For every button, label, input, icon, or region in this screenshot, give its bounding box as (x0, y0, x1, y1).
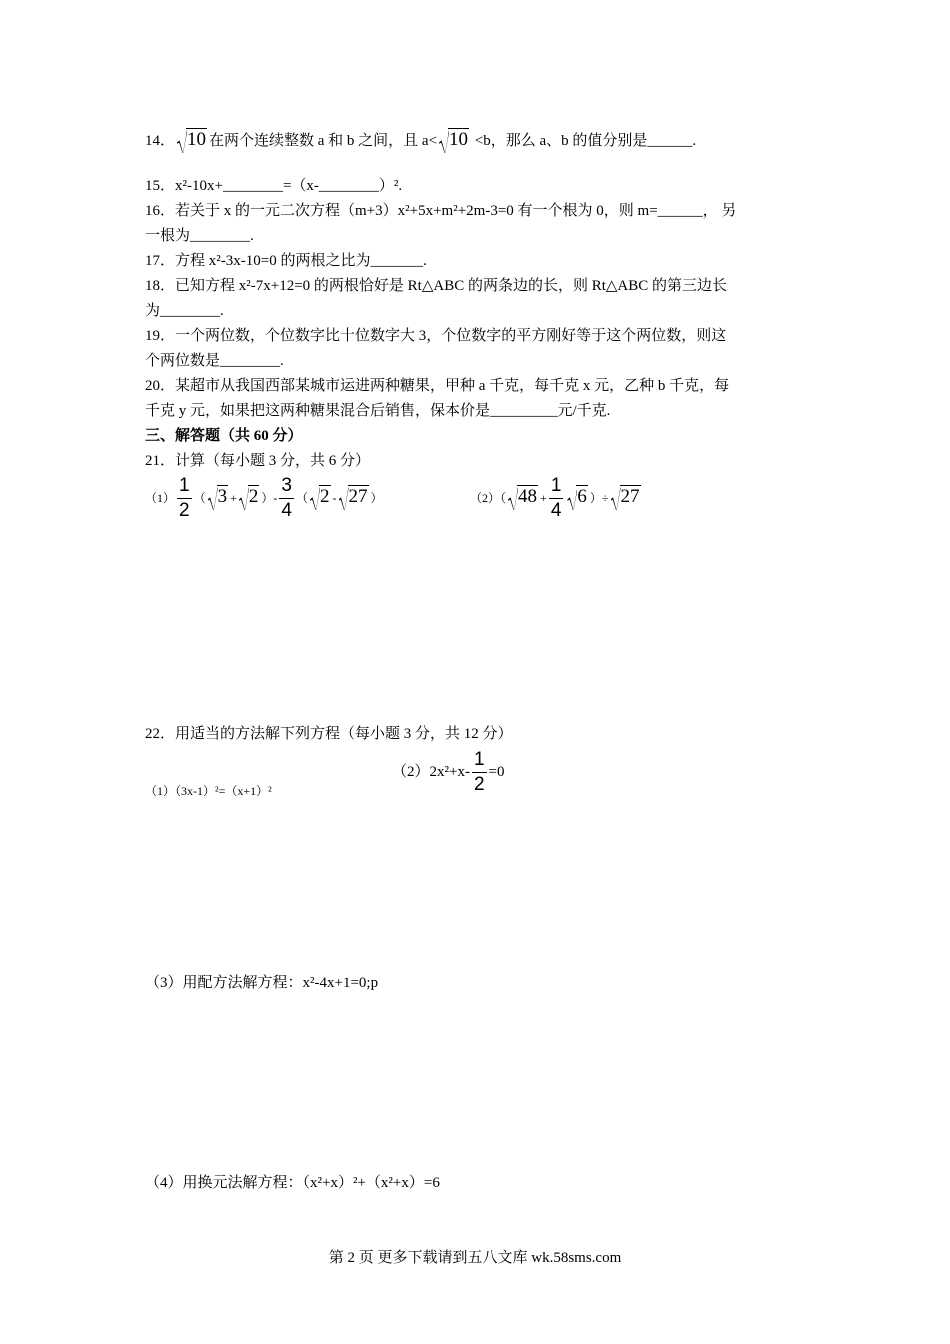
question-18-line1: 18．已知方程 x²-7x+12=0 的两根恰好是 Rt△ABC 的两条边的长，则 Rt△ABC 的第三边长 (145, 278, 728, 294)
question-16-line2: 一根为________. (145, 228, 254, 244)
question-21: 21．计算（每小题 3 分，共 6 分） (145, 453, 371, 469)
question-22: 22．用适当的方法解下列方程（每小题 3 分，共 12 分） (145, 726, 513, 742)
question-19-line2: 个两位数是________. (145, 353, 284, 369)
question-20-line2: 千克 y 元，如果把这两种糖果混合后销售，保本价是_________元/千克. (145, 403, 611, 419)
question-21-part-2: （2）（ 48 + $\frac{1}{4}$ 6 ）÷ 27 (470, 475, 640, 521)
question-22-part-2: （2）2x²+x- $\frac{1}{2}$ =0 (392, 749, 505, 795)
question-15: 15．x²-10x+________=（x-________）². (145, 178, 403, 194)
section-heading: 三、解答题（共 60 分） (145, 428, 303, 444)
question-22-part-3: （3）用配方法解方程：x²-4x+1=0;p (145, 975, 379, 991)
sqrt-10-b: 10 (439, 128, 469, 151)
question-21-part-1: （1） $\frac{1}{2}$ （ 3 + 2 ）- $\frac{3}{4}$ （ 2 - 27 ） (145, 475, 383, 521)
fraction-1-4: $\frac{1}{4}$ (550, 475, 562, 521)
question-22-part-1: （1）（3x-1）²=（x+1）² (145, 784, 272, 798)
fraction-1-2: $\frac{1}{2}$ (179, 475, 190, 521)
sqrt-10-a: 10 (177, 128, 207, 151)
page-footer: 第 2 页 更多下载请到五八文库 wk.58sms.com (328, 1250, 622, 1266)
question-19-line1: 19．一个两位数，个位数字比十位数字大 3，个位数字的平方刚好等于这个两位数，则这 (145, 328, 727, 344)
question-17: 17．方程 x²-3x-10=0 的两根之比为_______. (145, 253, 427, 269)
question-18-line2: 为________. (145, 303, 224, 319)
fraction-1-2-eq: $\frac{1}{2}$ (473, 749, 485, 795)
fraction-3-4: $\frac{3}{4}$ (281, 475, 292, 521)
question-22-part-4: （4）用换元法解方程：（x²+x）²+（x²+x）=6 (145, 1175, 440, 1191)
question-20-line1: 20．某超市从我国西部某城市运进两种糖果，甲种 a 千克，每千克 x 元，乙种 b 千克，每 (145, 378, 730, 394)
question-14: 14． 10 在两个连续整数 a 和 b 之间，且 a< 10 <b，那么 a、b 的值分别是______. (145, 129, 697, 150)
question-16-line1: 16．若关于 x 的一元二次方程（m+3）x²+5x+m²+2m-3=0 有一个根为 0，则 m=______， 另 (145, 203, 737, 219)
